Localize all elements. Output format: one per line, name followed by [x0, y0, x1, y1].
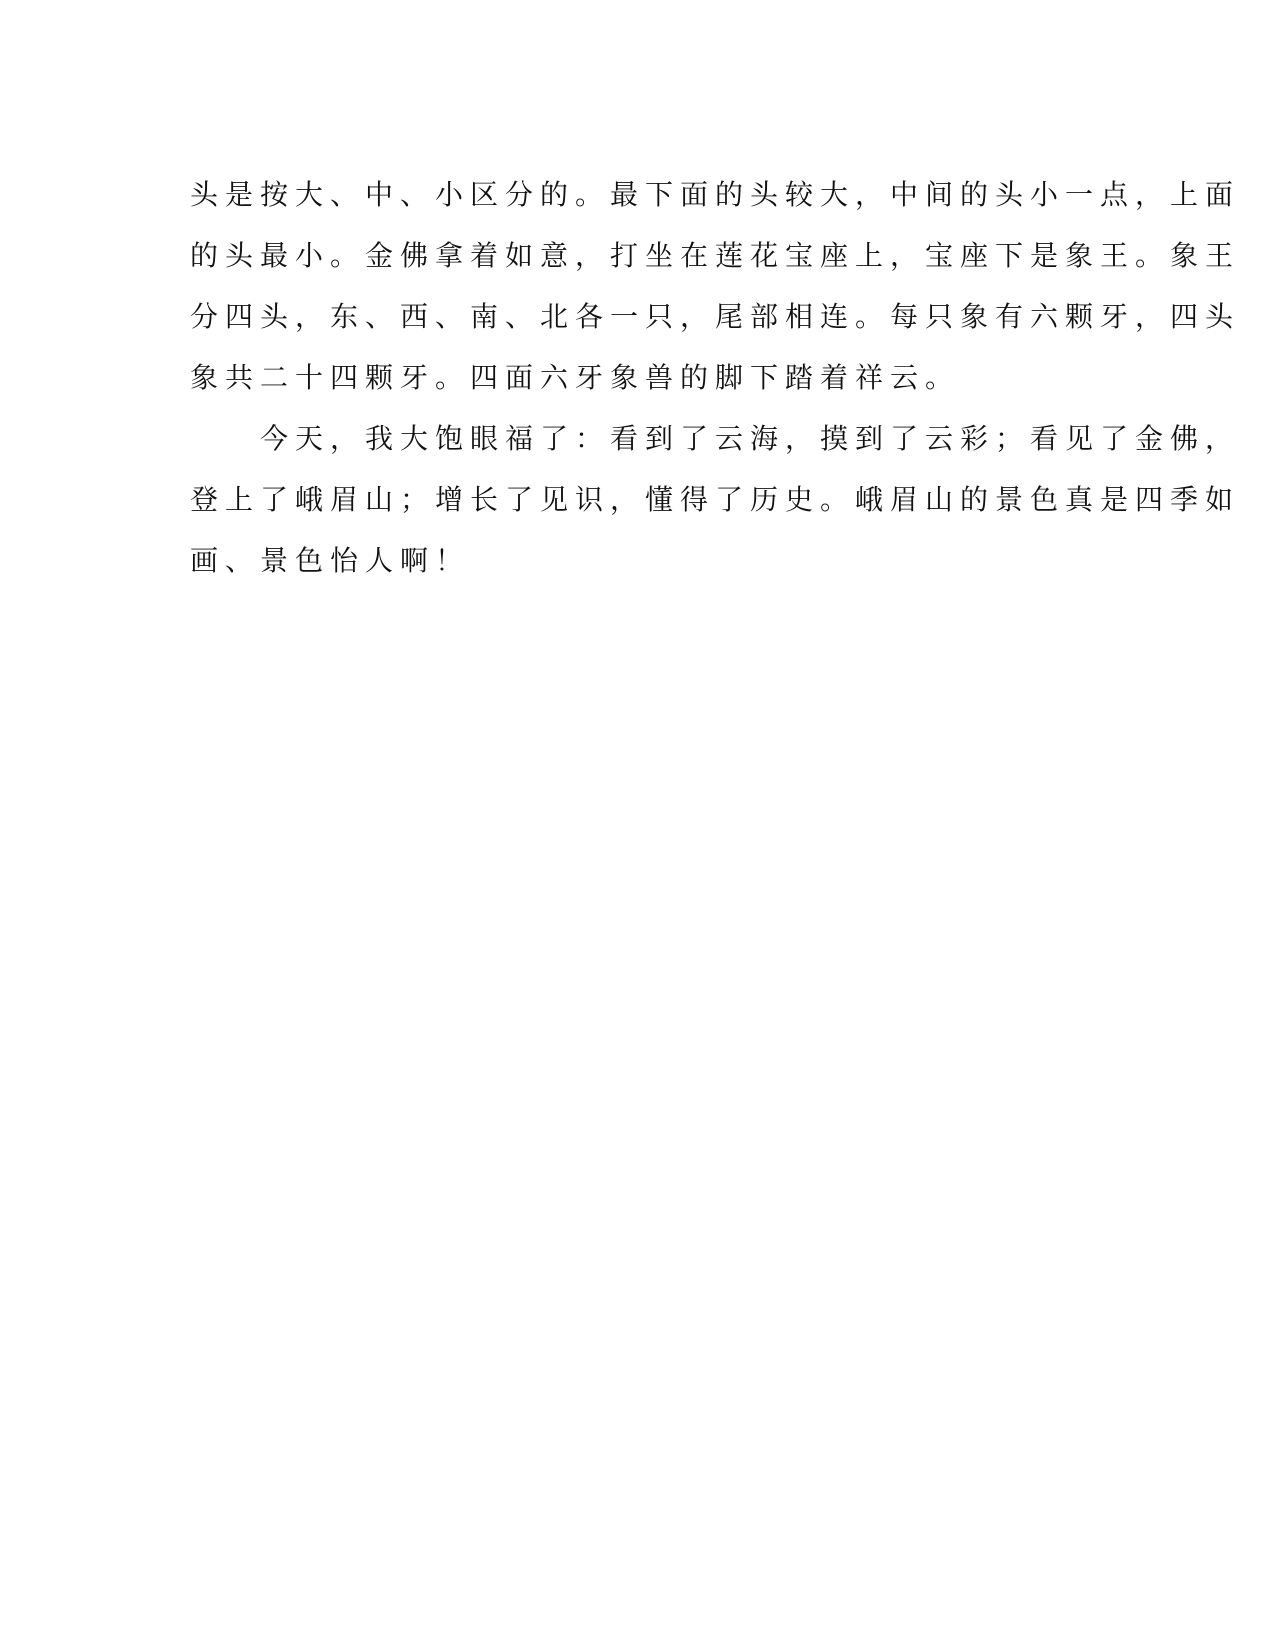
- document-body: [190, 164, 1241, 591]
- text-line: 分四头，东、西、南、北各一只，尾部相连。每只象有六颗牙，四头: [190, 300, 1241, 333]
- text-line: 登上了峨眉山；增长了见识，懂得了历史。峨眉山的景色真是四季如: [190, 483, 1241, 516]
- text-line: 画、景色怡人啊！: [190, 544, 471, 577]
- paragraph-1: [190, 164, 1241, 408]
- text-line: 的头最小。金佛拿着如意，打坐在莲花宝座上，宝座下是象王。象王: [190, 239, 1241, 272]
- text-line: 头是按大、中、小区分的。最下面的头较大，中间的头小一点，上面: [190, 178, 1241, 211]
- text-line: 象共二十四颗牙。四面六牙象兽的脚下踏着祥云。: [190, 361, 961, 394]
- paragraph-2: [190, 408, 1241, 591]
- text-line: 今天，我大饱眼福了：看到了云海，摸到了云彩；看见了金佛，: [260, 422, 1241, 455]
